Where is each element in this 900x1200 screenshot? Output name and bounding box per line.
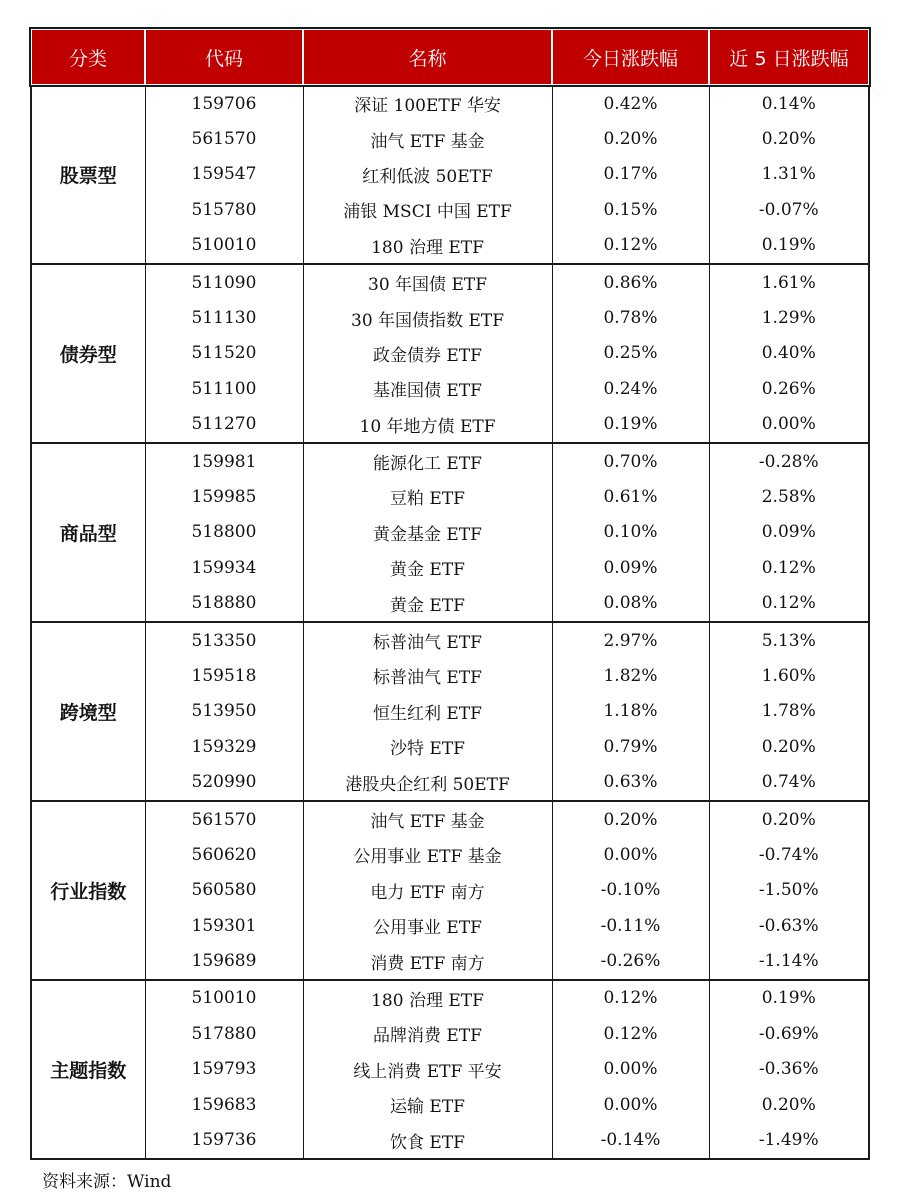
code-cell: 159301 bbox=[145, 908, 303, 943]
five-day-change-cell: -0.28% bbox=[709, 443, 869, 479]
name-cell: 180 治理 ETF bbox=[303, 980, 552, 1016]
table-row bbox=[31, 729, 869, 764]
category-cell: 行业指数 bbox=[31, 801, 145, 980]
name-cell: 黄金基金 ETF bbox=[303, 515, 552, 550]
code-cell: 513350 bbox=[145, 622, 303, 658]
today-change-cell: 0.10% bbox=[552, 515, 709, 550]
category-cell: 股票型 bbox=[31, 85, 145, 264]
today-change-cell: 2.97% bbox=[552, 622, 709, 658]
name-cell: 港股央企红利 50ETF bbox=[303, 764, 552, 800]
code-cell: 520990 bbox=[145, 764, 303, 800]
five-day-change-cell: 1.31% bbox=[709, 157, 869, 192]
name-cell: 标普油气 ETF bbox=[303, 622, 552, 658]
table-row bbox=[31, 694, 869, 729]
code-cell: 511090 bbox=[145, 264, 303, 300]
five-day-change-cell: 2.58% bbox=[709, 479, 869, 514]
today-change-cell: 0.00% bbox=[552, 1087, 709, 1122]
today-change-cell: 0.00% bbox=[552, 1052, 709, 1087]
five-day-change-cell: -0.74% bbox=[709, 837, 869, 872]
today-change-cell: 0.09% bbox=[552, 550, 709, 585]
name-cell: 恒生红利 ETF bbox=[303, 694, 552, 729]
today-change-cell: 1.18% bbox=[552, 694, 709, 729]
today-change-cell: 0.63% bbox=[552, 764, 709, 800]
table-row bbox=[31, 85, 869, 121]
today-change-cell: 0.00% bbox=[552, 837, 709, 872]
code-cell: 515780 bbox=[145, 192, 303, 227]
table-row bbox=[31, 121, 869, 156]
header-today-change: 今日涨跌幅 bbox=[552, 29, 709, 85]
category-cell: 主题指数 bbox=[31, 980, 145, 1159]
today-change-cell: 0.86% bbox=[552, 264, 709, 300]
five-day-change-cell: -1.14% bbox=[709, 943, 869, 979]
today-change-cell: 0.79% bbox=[552, 729, 709, 764]
table-row bbox=[31, 1016, 869, 1051]
five-day-change-cell: 1.78% bbox=[709, 694, 869, 729]
code-cell: 159329 bbox=[145, 729, 303, 764]
code-cell: 561570 bbox=[145, 801, 303, 837]
today-change-cell: -0.10% bbox=[552, 873, 709, 908]
code-cell: 159683 bbox=[145, 1087, 303, 1122]
five-day-change-cell: 5.13% bbox=[709, 622, 869, 658]
name-cell: 公用事业 ETF 基金 bbox=[303, 837, 552, 872]
header-code: 代码 bbox=[145, 29, 303, 85]
name-cell: 深证 100ETF 华安 bbox=[303, 85, 552, 121]
name-cell: 黄金 ETF bbox=[303, 550, 552, 585]
header-category: 分类 bbox=[31, 29, 145, 85]
table-row bbox=[31, 550, 869, 585]
five-day-change-cell: -1.50% bbox=[709, 873, 869, 908]
code-cell: 159689 bbox=[145, 943, 303, 979]
five-day-change-cell: 0.40% bbox=[709, 336, 869, 371]
today-change-cell: 0.20% bbox=[552, 801, 709, 837]
table-row bbox=[31, 192, 869, 227]
code-cell: 511270 bbox=[145, 407, 303, 443]
code-cell: 511130 bbox=[145, 300, 303, 335]
name-cell: 30 年国债指数 ETF bbox=[303, 300, 552, 335]
today-change-cell: 1.82% bbox=[552, 658, 709, 693]
code-cell: 159547 bbox=[145, 157, 303, 192]
today-change-cell: 0.19% bbox=[552, 407, 709, 443]
table-row bbox=[31, 980, 869, 1016]
today-change-cell: 0.17% bbox=[552, 157, 709, 192]
five-day-change-cell: -0.63% bbox=[709, 908, 869, 943]
code-cell: 159736 bbox=[145, 1122, 303, 1158]
table-row bbox=[31, 1087, 869, 1122]
table-header bbox=[31, 29, 869, 85]
name-cell: 能源化工 ETF bbox=[303, 443, 552, 479]
code-cell: 159793 bbox=[145, 1052, 303, 1087]
table-row bbox=[31, 157, 869, 192]
five-day-change-cell: 0.20% bbox=[709, 1087, 869, 1122]
five-day-change-cell: 1.29% bbox=[709, 300, 869, 335]
header-name: 名称 bbox=[303, 29, 552, 85]
five-day-change-cell: 0.19% bbox=[709, 980, 869, 1016]
name-cell: 180 治理 ETF bbox=[303, 228, 552, 264]
category-cell: 商品型 bbox=[31, 443, 145, 622]
name-cell: 电力 ETF 南方 bbox=[303, 873, 552, 908]
five-day-change-cell: -0.07% bbox=[709, 192, 869, 227]
code-cell: 518800 bbox=[145, 515, 303, 550]
code-cell: 159985 bbox=[145, 479, 303, 514]
code-cell: 511100 bbox=[145, 371, 303, 406]
today-change-cell: 0.70% bbox=[552, 443, 709, 479]
today-change-cell: 0.15% bbox=[552, 192, 709, 227]
table-row bbox=[31, 336, 869, 371]
today-change-cell: 0.20% bbox=[552, 121, 709, 156]
five-day-change-cell: 0.20% bbox=[709, 121, 869, 156]
table-row bbox=[31, 300, 869, 335]
header-row bbox=[31, 29, 869, 85]
code-cell: 510010 bbox=[145, 228, 303, 264]
table-row bbox=[31, 1122, 869, 1158]
name-cell: 政金债券 ETF bbox=[303, 336, 552, 371]
table-row bbox=[31, 801, 869, 837]
table-row bbox=[31, 515, 869, 550]
five-day-change-cell: 0.74% bbox=[709, 764, 869, 800]
table-row bbox=[31, 585, 869, 621]
name-cell: 品牌消费 ETF bbox=[303, 1016, 552, 1051]
today-change-cell: 0.25% bbox=[552, 336, 709, 371]
name-cell: 黄金 ETF bbox=[303, 585, 552, 621]
today-change-cell: 0.12% bbox=[552, 1016, 709, 1051]
header-five-day-change: 近 5 日涨跌幅 bbox=[709, 29, 869, 85]
code-cell: 561570 bbox=[145, 121, 303, 156]
table-row bbox=[31, 622, 869, 658]
name-cell: 红利低波 50ETF bbox=[303, 157, 552, 192]
name-cell: 浦银 MSCI 中国 ETF bbox=[303, 192, 552, 227]
name-cell: 30 年国债 ETF bbox=[303, 264, 552, 300]
today-change-cell: 0.24% bbox=[552, 371, 709, 406]
code-cell: 159981 bbox=[145, 443, 303, 479]
code-cell: 560620 bbox=[145, 837, 303, 872]
name-cell: 油气 ETF 基金 bbox=[303, 121, 552, 156]
today-change-cell: 0.08% bbox=[552, 585, 709, 621]
source-note: 资料来源：Wind bbox=[42, 1172, 172, 1192]
etf-table-container bbox=[30, 28, 868, 1160]
etf-performance-table bbox=[30, 28, 870, 1160]
five-day-change-cell: 0.20% bbox=[709, 801, 869, 837]
code-cell: 511520 bbox=[145, 336, 303, 371]
five-day-change-cell: 0.12% bbox=[709, 550, 869, 585]
table-row bbox=[31, 407, 869, 443]
code-cell: 517880 bbox=[145, 1016, 303, 1051]
five-day-change-cell: 0.12% bbox=[709, 585, 869, 621]
name-cell: 线上消费 ETF 平安 bbox=[303, 1052, 552, 1087]
table-row bbox=[31, 837, 869, 872]
name-cell: 消费 ETF 南方 bbox=[303, 943, 552, 979]
five-day-change-cell: 0.14% bbox=[709, 85, 869, 121]
table-row bbox=[31, 764, 869, 800]
table-row bbox=[31, 943, 869, 979]
five-day-change-cell: -0.36% bbox=[709, 1052, 869, 1087]
code-cell: 159934 bbox=[145, 550, 303, 585]
table-row bbox=[31, 371, 869, 406]
name-cell: 沙特 ETF bbox=[303, 729, 552, 764]
name-cell: 油气 ETF 基金 bbox=[303, 801, 552, 837]
today-change-cell: 0.78% bbox=[552, 300, 709, 335]
today-change-cell: -0.14% bbox=[552, 1122, 709, 1158]
name-cell: 运输 ETF bbox=[303, 1087, 552, 1122]
today-change-cell: 0.12% bbox=[552, 228, 709, 264]
five-day-change-cell: 0.00% bbox=[709, 407, 869, 443]
table-row bbox=[31, 443, 869, 479]
five-day-change-cell: 0.26% bbox=[709, 371, 869, 406]
five-day-change-cell: -0.69% bbox=[709, 1016, 869, 1051]
five-day-change-cell: 0.09% bbox=[709, 515, 869, 550]
today-change-cell: -0.26% bbox=[552, 943, 709, 979]
table-row bbox=[31, 264, 869, 300]
category-cell: 债券型 bbox=[31, 264, 145, 443]
code-cell: 159706 bbox=[145, 85, 303, 121]
table-row bbox=[31, 479, 869, 514]
five-day-change-cell: 1.61% bbox=[709, 264, 869, 300]
five-day-change-cell: 0.19% bbox=[709, 228, 869, 264]
name-cell: 10 年地方债 ETF bbox=[303, 407, 552, 443]
five-day-change-cell: 0.20% bbox=[709, 729, 869, 764]
code-cell: 159518 bbox=[145, 658, 303, 693]
table-row bbox=[31, 228, 869, 264]
code-cell: 518880 bbox=[145, 585, 303, 621]
table-row bbox=[31, 658, 869, 693]
code-cell: 513950 bbox=[145, 694, 303, 729]
five-day-change-cell: 1.60% bbox=[709, 658, 869, 693]
today-change-cell: 0.42% bbox=[552, 85, 709, 121]
code-cell: 510010 bbox=[145, 980, 303, 1016]
table-row bbox=[31, 873, 869, 908]
category-cell: 跨境型 bbox=[31, 622, 145, 801]
name-cell: 基准国债 ETF bbox=[303, 371, 552, 406]
five-day-change-cell: -1.49% bbox=[709, 1122, 869, 1158]
table-row bbox=[31, 908, 869, 943]
table-row bbox=[31, 1052, 869, 1087]
table-body bbox=[31, 85, 869, 1159]
name-cell: 饮食 ETF bbox=[303, 1122, 552, 1158]
today-change-cell: -0.11% bbox=[552, 908, 709, 943]
name-cell: 标普油气 ETF bbox=[303, 658, 552, 693]
name-cell: 公用事业 ETF bbox=[303, 908, 552, 943]
today-change-cell: 0.61% bbox=[552, 479, 709, 514]
name-cell: 豆粕 ETF bbox=[303, 479, 552, 514]
code-cell: 560580 bbox=[145, 873, 303, 908]
today-change-cell: 0.12% bbox=[552, 980, 709, 1016]
